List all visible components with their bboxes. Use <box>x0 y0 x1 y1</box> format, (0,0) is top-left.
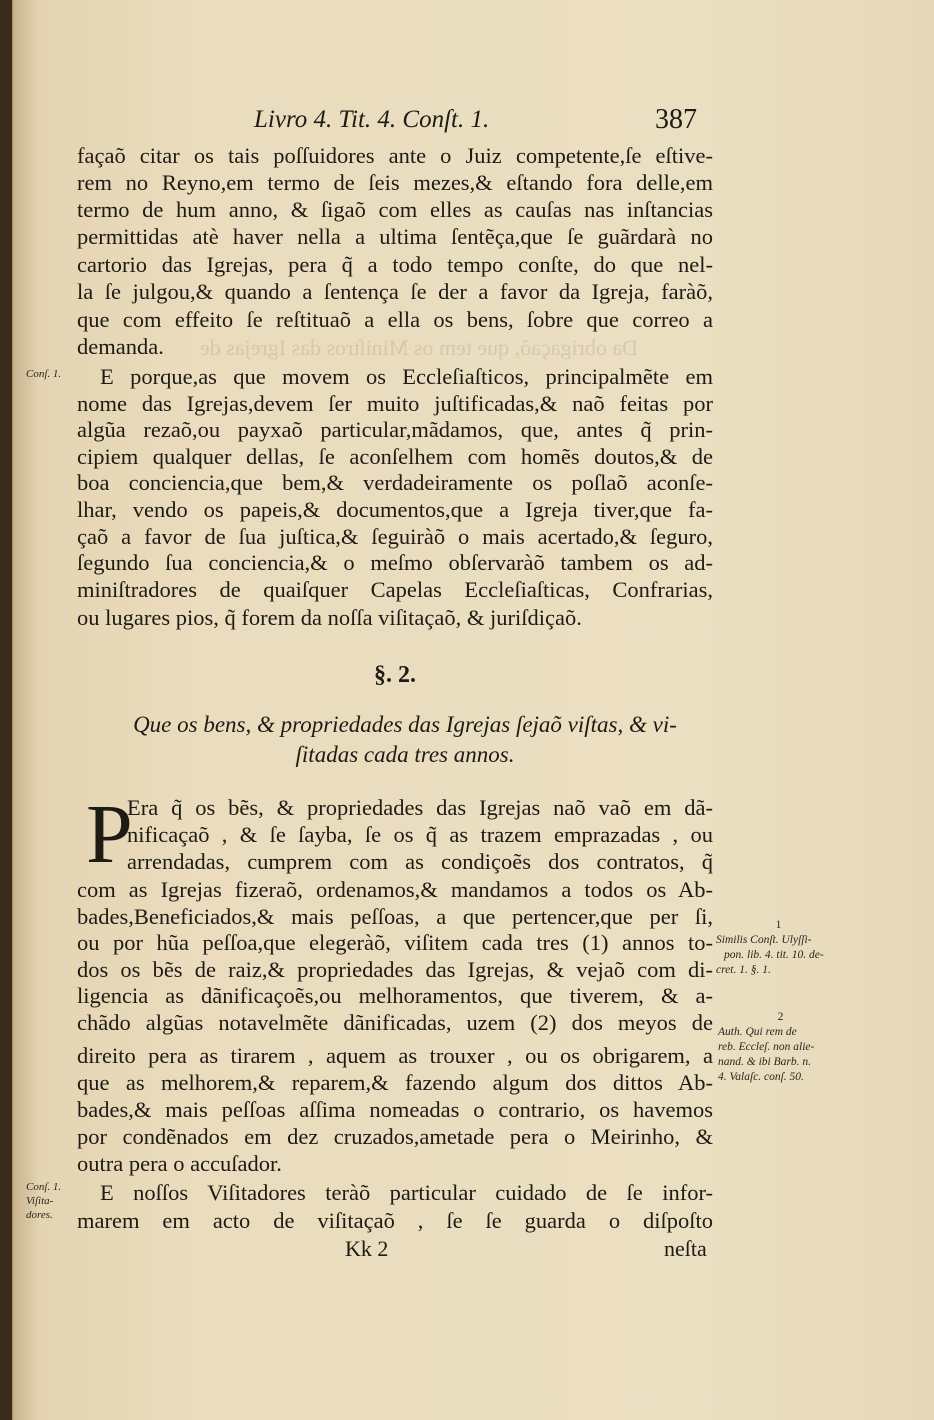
text-line: rem no Reyno,em termo de ſeis mezes,& eſtando fora delle,em <box>77 170 713 195</box>
text-line: Era q̃ os bẽs, & propriedades das Igrejas naõ vaõ em dã- <box>127 795 713 820</box>
section-title-line: Que os bens, & propriedades das Igrejas ſejaõ viſtas, & vi- <box>133 712 677 737</box>
margin-note-line: cret. 1. §. 1. <box>716 964 771 976</box>
text-line: miniſtradores de quaiſquer Capelas Eccleſiaſticas, Confrarias, <box>77 577 713 602</box>
text-line: nome das Igrejas,devem ſer muito juſtificadas,& naõ feitas por <box>77 391 713 416</box>
margin-note-left: Conſ. 1. <box>26 368 62 380</box>
text-line: que com effeito ſe reſtituaõ a ella os bens, ſobre que correo a <box>77 307 713 332</box>
section-title-line: ſitadas cada tres annos. <box>295 742 515 767</box>
text-line: direito pera as tirarem , aquem as trouxer , ou os obrigarem, a <box>77 1043 713 1068</box>
margin-note-line: nand. & ibi Barb. n. <box>718 1056 811 1068</box>
text-line: cipiem qualquer dellas, ſe aconſelhem com homẽs doutos,& de <box>77 444 713 469</box>
text-line: nificaçaõ , & ſe ſayba, ſe os q̃ as trazem emprazadas , ou <box>127 822 713 847</box>
margin-note-right-1 <box>716 918 841 978</box>
text-line: permittidas atè haver nella a ultima ſentẽça,que ſe guãrdarà no <box>77 224 713 249</box>
text-line: algũa rezaõ,ou payxaõ particular,mãdamos, que, antes q̃ prin- <box>77 417 713 442</box>
text-line: chãdo algũas notavelmẽte dãnificadas, uzem (2) dos meyos de <box>77 1010 713 1035</box>
text-line: lhar, vendo os papeis,& documentos,que a Igreja tiver,que fa- <box>77 497 713 522</box>
text-line: façaõ citar os tais poſſuidores ante o Juiz competente,ſe eſtive- <box>77 143 713 168</box>
text-line: demanda. <box>77 334 164 359</box>
margin-note-right-2 <box>718 1010 843 1085</box>
text-line: boa conciencia,que bem,& verdadeiramente os poſlaõ aconſe- <box>77 470 713 495</box>
text-line: ligencia as dãnificaçoẽs,ou melhoramentos, que tiverem, & a- <box>77 983 713 1008</box>
text-line: que as melhorem,& reparem,& fazendo algum dos dittos Ab- <box>77 1070 713 1095</box>
margin-note-line: 4. Valaſc. conſ. 50. <box>718 1071 804 1083</box>
text-line: la ſe julgou,& quando a ſentença ſe der a favor da Igreja, faràõ, <box>77 279 713 304</box>
margin-note-line: Auth. Qui rem de <box>718 1026 797 1038</box>
text-line: outra pera o accuſador. <box>77 1151 282 1176</box>
margin-note-line: Similis Conſt. Ulyſſi- <box>716 934 812 946</box>
text-line: por condẽnados em dez cruzados,ametade pera o Meirinho, & <box>77 1124 713 1149</box>
note-number: 2 <box>777 1011 784 1023</box>
text-line: marem em acto de viſitaçaõ , ſe ſe guarda o diſpoſto <box>77 1208 713 1233</box>
text-line: bades,Beneficiados,& mais peſſoas, a que pertencer,que per ſi, <box>77 904 713 929</box>
text-line: cartorio das Igrejas, pera q̃ a todo tempo conſte, do que nel- <box>77 252 713 277</box>
margin-note-line: Viſita- <box>26 1195 54 1207</box>
drop-cap: P <box>86 788 133 881</box>
text-line: ou por hũa peſſoa,que elegeràõ, viſitem cada tres (1) annos to- <box>77 930 713 955</box>
margin-note-line: dores. <box>26 1209 53 1221</box>
page-number: 387 <box>655 104 697 135</box>
signature-mark: Kk 2 <box>345 1236 389 1261</box>
bleed-through-text: Da obrigaçaõ, que tem os Miniſtros das Igrejas de <box>200 335 639 360</box>
margin-note-line: Conſ. 1. <box>26 1181 62 1193</box>
running-title: Livro 4. Tit. 4. Conſt. 1. <box>254 106 490 133</box>
text-line: ou lugares pios, q̃ forem da noſſa viſitaçaõ, & juriſdiçaõ. <box>77 605 582 630</box>
text-line: termo de hum anno, & ſigaõ com elles as cauſas nas inſtancias <box>77 197 713 222</box>
text-line: E porque,as que movem os Eccleſiaſticos, principalmẽte em <box>100 364 713 389</box>
text-line: com as Igrejas fizeraõ, ordenamos,& mandamos a todos os Ab- <box>77 877 713 902</box>
margin-note-left <box>26 1180 61 1222</box>
text-line: dos os bẽs de raiz,& propriedades das Igrejas, & vejaõ com di- <box>77 957 713 982</box>
text-line: çaõ a favor de ſua juſtica,& ſeguiràõ o mais acertado,& ſeguro, <box>77 524 713 549</box>
margin-note-line: reb. Eccleſ. non alie- <box>718 1041 815 1053</box>
text-line: arrendadas, cumprem com as condiçoẽs dos contratos, q̃ <box>127 849 713 874</box>
section-mark: §. 2. <box>374 662 416 688</box>
text-line: E noſſos Viſitadores teràõ particular cuidado de ſe infor- <box>100 1180 713 1205</box>
margin-note-line: pon. lib. 4. tit. 10. de- <box>724 949 824 961</box>
catchword: neſta <box>664 1236 707 1261</box>
text-line: bades,& mais peſſoas aſſima nomeadas o contrario, os havemos <box>77 1097 713 1122</box>
note-number: 1 <box>775 919 782 931</box>
book-binding <box>0 0 12 1420</box>
text-line: ſegundo ſua conciencia,& o meſmo obſervaràõ tambem os ad- <box>77 550 713 575</box>
